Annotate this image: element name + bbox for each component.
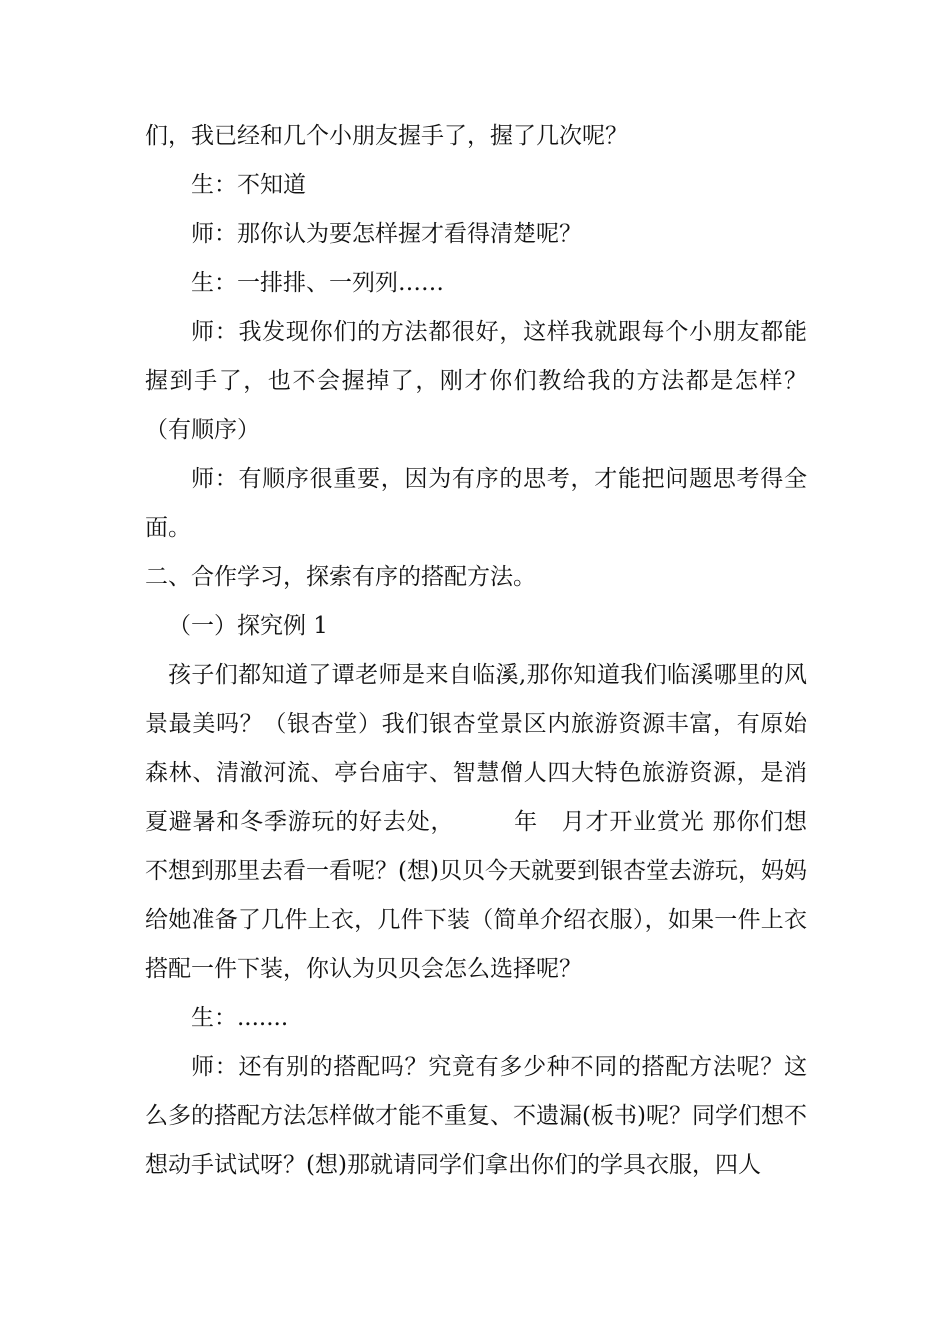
- paragraph-handshake-question: 们，我已经和几个小朋友握手了，握了几次呢？: [145, 123, 628, 149]
- paragraph-teacher-method-good: 师：我发现你们的方法都很好，这样我就跟每个小朋友都能握到手了，也不会握掉了，刚才你们教给我的方法都是怎样？（有顺序）: [145, 319, 807, 443]
- paragraph-teacher-other-matches: 师：还有别的搭配吗？究竟有多少种不同的搭配方法呢？这么多的搭配方法怎样做才能不重复、不遗漏(板书)呢？同学们想不想动手试试呀？(想)那就请同学们拿出你们的学具衣服，四人: [145, 1054, 807, 1178]
- document-body: [145, 112, 807, 1190]
- subsection-heading-example-1: （一）探究例 1: [168, 613, 328, 639]
- paragraph-ginkgo-hall-story: 孩子们都知道了谭老师是来自临溪,那你知道我们临溪哪里的风景最美吗？（银杏堂）我们银杏堂景区内旅游资源丰富，有原始森林、清澈河流、亭台庙宇、智慧僧人四大特色旅游资源，是消夏避暑和冬季游玩的好去处， 年 月才开业赏光 那你们想不想到那里去看一看呢？(想)贝贝今天就要到银杏堂去游玩，妈妈给她准备了几件上衣，几件下装（简单介绍衣服），如果一件上衣搭配一件下装，你认为贝贝会怎么选择呢？: [145, 662, 807, 982]
- paragraph-student-rows-columns: 生：一排排、一列列……: [191, 270, 444, 296]
- paragraph-student-ellipsis: 生：.......: [191, 1005, 289, 1031]
- paragraph-student-dont-know: 生：不知道: [191, 172, 306, 198]
- paragraph-teacher-how-to-shake: 师：那你认为要怎样握才看得清楚呢？: [191, 221, 582, 247]
- paragraph-teacher-order-important: 师：有顺序很重要，因为有序的思考，才能把问题思考得全面。: [145, 466, 807, 541]
- section-heading-cooperative-learning: 二、合作学习，探索有序的搭配方法。: [145, 564, 536, 590]
